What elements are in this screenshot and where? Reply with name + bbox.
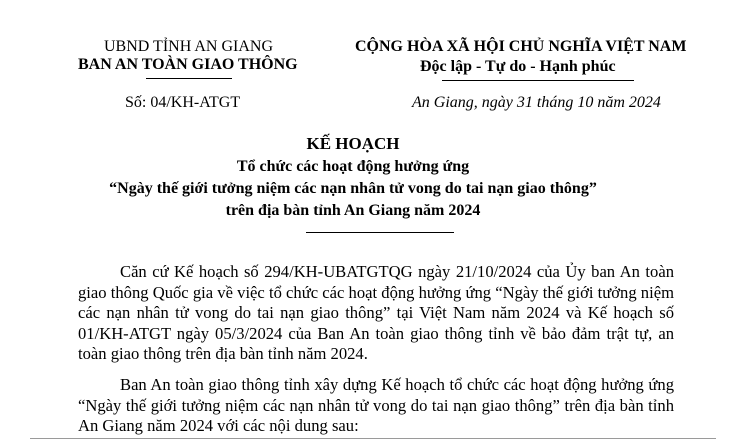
- document-title-block: [0, 132, 746, 222]
- document-type: KẾ HOẠCH: [306, 134, 400, 153]
- national-title: CỘNG HÒA XÃ HỘI CHỦ NGHĨA VIỆT NAM: [355, 38, 687, 55]
- body-paragraph-2: Ban An toàn giao thông tỉnh xây dựng Kế hoạch tổ chức các hoạt động hưởng ứng “Ngày thế giới tưởng niệm các nạn nhân tử vong do tai nạn giao thông” trên địa bàn tỉnh An Giang năm 2024 với các nội dung sau:: [78, 375, 674, 436]
- agency-parent: UBND TỈNH AN GIANG: [104, 38, 274, 55]
- page-margin-line: [30, 438, 716, 439]
- motto-divider: [442, 80, 634, 81]
- title-line-2: “Ngày thế giới tưởng niệm các nạn nhân tử vong do tai nạn giao thông”: [109, 180, 597, 197]
- document-number: Số: 04/KH-ATGT: [125, 94, 241, 111]
- title-line-3: trên địa bàn tỉnh An Giang năm 2024: [225, 202, 481, 219]
- title-divider: [306, 232, 454, 233]
- title-line-1: Tổ chức các hoạt động hưởng ứng: [236, 158, 470, 175]
- agency-divider: [146, 78, 232, 79]
- body-paragraph-1: Căn cứ Kế hoạch số 294/KH-UBATGTQG ngày 21/10/2024 của Ủy ban An toàn giao thông Quốc gia về việc tổ chức các hoạt động hưởng ứng “Ngày thế giới tưởng niệm các nạn nhân tử vong do tai nạn giao thông” tại Việt Nam năm 2024 và Kế hoạch số 01/KH-ATGT ngày 05/3/2024 của Ban An toàn giao thông tỉnh về bảo đảm trật tự, an toàn giao thông trên địa bàn tỉnh năm 2024.: [78, 262, 674, 364]
- agency-name: BAN AN TOÀN GIAO THÔNG: [78, 56, 298, 73]
- place-date: An Giang, ngày 31 tháng 10 năm 2024: [412, 94, 661, 111]
- national-motto: Độc lập - Tự do - Hạnh phúc: [420, 58, 616, 75]
